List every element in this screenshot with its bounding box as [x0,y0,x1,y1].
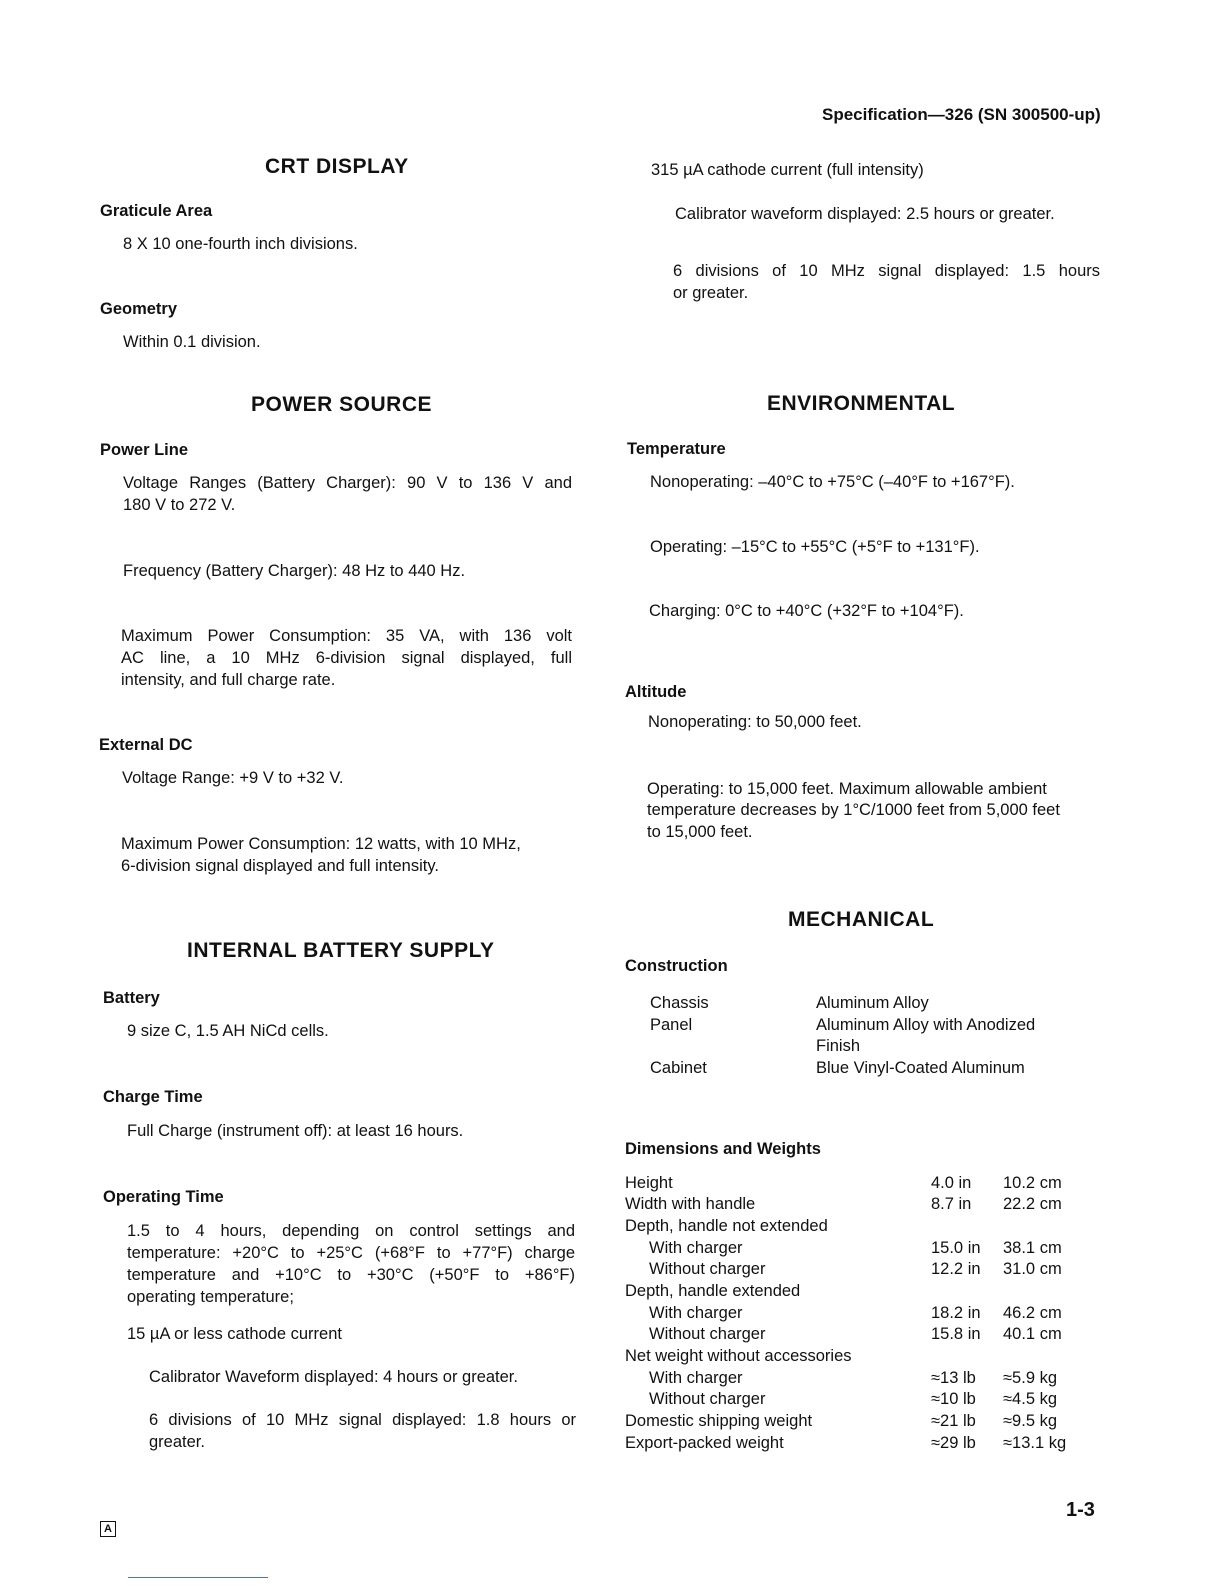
section-title-internal-battery: INTERNAL BATTERY SUPPLY [187,939,495,962]
dim-label: Without charger [649,1390,766,1408]
external-dc-heading: External DC [99,736,193,754]
dim-label: With charger [649,1239,743,1257]
dim-label: Without charger [649,1325,766,1343]
section-title-power-source: POWER SOURCE [251,393,433,416]
revision-mark: A [100,1521,116,1537]
dim-imperial: ≈29 lb [931,1434,976,1452]
geometry-value: Within 0.1 division. [123,333,261,351]
dc-voltage-range: Voltage Range: +9 V to +32 V. [122,769,344,787]
construction-item-panel: Panel [650,1016,693,1034]
section-title-mechanical: MECHANICAL [788,908,935,931]
dim-label: Net weight without accessories [625,1347,852,1365]
dc-max-power-line2: 6-division signal displayed and full intensity. [121,857,439,875]
operating-time-line4: operating temperature; [127,1288,294,1306]
power-line-heading: Power Line [100,441,189,459]
temp-charging: Charging: 0°C to +40°C (+32°F to +104°F). [649,602,964,620]
calibrator-low-current: Calibrator Waveform displayed: 4 hours or greater. [149,1368,518,1386]
operating-time-line3: temperature and +10°C to +30°C (+50°F to +86°F) [127,1266,575,1284]
dim-label: Width with handle [625,1195,756,1213]
page-header: Specification—326 (SN 300500-up) [822,105,1101,124]
low-cathode-current: 15 µA or less cathode current [127,1325,342,1343]
dim-label: Height [625,1174,673,1192]
section-title-environmental: ENVIRONMENTAL [767,392,956,415]
dim-metric: 22.2 cm [1003,1195,1062,1213]
geometry-heading: Geometry [100,300,178,318]
dim-imperial: 18.2 in [931,1304,981,1322]
construction-value-cabinet: Blue Vinyl-Coated Aluminum [816,1059,1025,1077]
calibrator-full-current: Calibrator waveform displayed: 2.5 hours or greater. [675,205,1055,223]
charge-time-value: Full Charge (instrument off): at least 16 hours. [127,1122,464,1140]
page-number: 1-3 [1066,1499,1095,1521]
divisions-low-line1: 6 divisions of 10 MHz signal displayed: 1.8 hours or [149,1411,576,1429]
full-cathode-current: 315 µA cathode current (full intensity) [651,161,924,179]
dim-imperial: 12.2 in [931,1260,981,1278]
dim-label: Domestic shipping weight [625,1412,813,1430]
temp-operating: Operating: –15°C to +55°C (+5°F to +131°F). [650,538,980,556]
footer-link-line [128,1577,268,1578]
charge-time-heading: Charge Time [103,1088,203,1106]
dim-metric: 40.1 cm [1003,1325,1062,1343]
dim-metric: ≈9.5 kg [1003,1412,1058,1430]
section-title-crt-display: CRT DISPLAY [265,155,409,178]
construction-value-panel-cont: Finish [816,1037,861,1055]
operating-time-line2: temperature: +20°C to +25°C (+68°F to +77°F) charge [127,1244,575,1262]
dimensions-weights-heading: Dimensions and Weights [625,1140,821,1158]
battery-heading: Battery [103,989,160,1007]
voltage-ranges-line1: Voltage Ranges (Battery Charger): 90 V to 136 V and [123,474,572,492]
dim-label: Depth, handle not extended [625,1217,828,1235]
max-power-line2: AC line, a 10 MHz 6-division signal displayed, full [121,649,572,667]
construction-value-panel: Aluminum Alloy with Anodized [816,1016,1036,1034]
dim-label: Export-packed weight [625,1434,784,1452]
graticule-area-heading: Graticule Area [100,202,213,220]
altitude-nonoperating: Nonoperating: to 50,000 feet. [648,713,862,731]
dc-max-power-line1: Maximum Power Consumption: 12 watts, with 10 MHz, [121,835,521,853]
altitude-operating-line1: Operating: to 15,000 feet. Maximum allowable ambient [647,780,1047,798]
dim-metric: 31.0 cm [1003,1260,1062,1278]
dim-metric: ≈4.5 kg [1003,1390,1058,1408]
dim-metric: 46.2 cm [1003,1304,1062,1322]
dim-imperial: 15.0 in [931,1239,981,1257]
divisions-low-line2: greater. [149,1433,205,1451]
dim-imperial: ≈13 lb [931,1369,976,1387]
frequency-value: Frequency (Battery Charger): 48 Hz to 440 Hz. [123,562,466,580]
max-power-line1: Maximum Power Consumption: 35 VA, with 136 volt [121,627,572,645]
construction-item-chassis: Chassis [650,994,709,1012]
altitude-operating-line2: temperature decreases by 1°C/1000 feet from 5,000 feet [647,801,1060,819]
dim-imperial: ≈10 lb [931,1390,976,1408]
temperature-heading: Temperature [627,440,726,458]
dim-label: With charger [649,1304,743,1322]
construction-item-cabinet: Cabinet [650,1059,707,1077]
dim-label: With charger [649,1369,743,1387]
dim-imperial: 8.7 in [931,1195,972,1213]
dim-metric: ≈13.1 kg [1003,1434,1067,1452]
altitude-heading: Altitude [625,683,687,701]
dim-imperial: 15.8 in [931,1325,981,1343]
dim-imperial: ≈21 lb [931,1412,976,1430]
dim-metric: 38.1 cm [1003,1239,1062,1257]
altitude-operating-line3: to 15,000 feet. [647,823,753,841]
temp-nonoperating: Nonoperating: –40°C to +75°C (–40°F to +167°F). [650,473,1015,491]
voltage-ranges-line2: 180 V to 272 V. [123,496,236,514]
battery-value: 9 size C, 1.5 AH NiCd cells. [127,1022,329,1040]
dim-imperial: 4.0 in [931,1174,972,1192]
construction-heading: Construction [625,957,728,975]
dim-metric: 10.2 cm [1003,1174,1062,1192]
graticule-area-value: 8 X 10 one-fourth inch divisions. [123,235,358,253]
operating-time-line1: 1.5 to 4 hours, depending on control settings and [127,1222,575,1240]
dim-label: Depth, handle extended [625,1282,801,1300]
operating-time-heading: Operating Time [103,1188,224,1206]
construction-value-chassis: Aluminum Alloy [816,994,929,1012]
max-power-line3: intensity, and full charge rate. [121,671,336,689]
dim-label: Without charger [649,1260,766,1278]
divisions-full-line2: or greater. [673,284,749,302]
dim-metric: ≈5.9 kg [1003,1369,1058,1387]
divisions-full-line1: 6 divisions of 10 MHz signal displayed: 1.5 hours [673,262,1100,280]
